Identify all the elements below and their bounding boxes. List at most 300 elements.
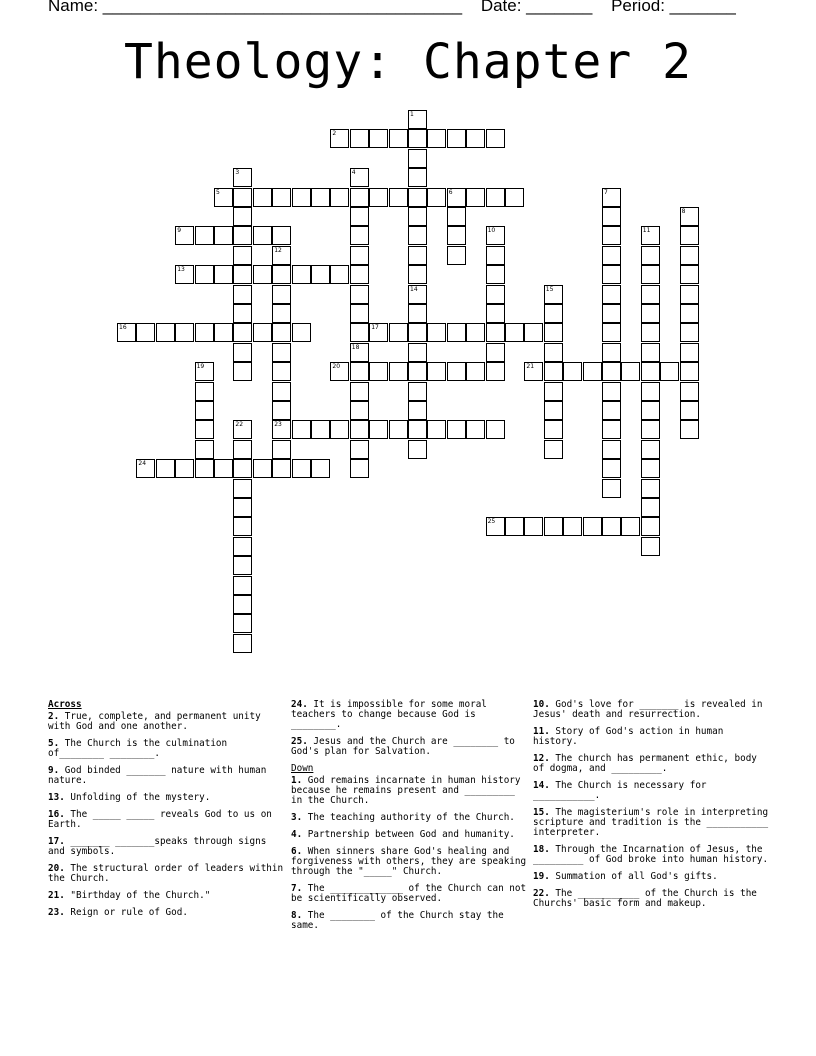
clue-number: 10 — [487, 227, 496, 235]
clue-number: 9 — [177, 227, 182, 235]
crossword-cell[interactable] — [447, 188, 466, 207]
crossword-cell[interactable] — [233, 285, 252, 304]
clue-number: 10. — [533, 699, 556, 710]
crossword-cell[interactable] — [544, 343, 563, 362]
down-clue — [533, 808, 769, 838]
crossword-cell[interactable] — [427, 129, 446, 148]
crossword-cell[interactable] — [253, 226, 272, 245]
crossword-cell[interactable] — [641, 537, 660, 556]
crossword-cell[interactable] — [486, 188, 505, 207]
crossword-cell[interactable] — [408, 168, 427, 187]
crossword-cell[interactable] — [389, 129, 408, 148]
down-clue — [291, 884, 527, 904]
crossword-cell[interactable] — [641, 304, 660, 323]
crossword-cell[interactable] — [680, 246, 699, 265]
clue-number: 4. — [291, 829, 308, 840]
crossword-cell[interactable] — [641, 323, 660, 342]
crossword-cell[interactable] — [350, 362, 369, 381]
crossword-cell[interactable] — [233, 420, 252, 439]
crossword-cell[interactable] — [195, 323, 214, 342]
crossword-cell[interactable] — [544, 382, 563, 401]
crossword-cell[interactable] — [602, 207, 621, 226]
crossword-cell[interactable] — [680, 420, 699, 439]
crossword-cell[interactable] — [602, 517, 621, 536]
clue-text: True, complete, and permanent unity with God and one another. — [48, 711, 261, 732]
crossword-cell[interactable] — [408, 149, 427, 168]
crossword-cell[interactable] — [350, 207, 369, 226]
crossword-cell[interactable] — [350, 343, 369, 362]
crossword-cell[interactable] — [350, 168, 369, 187]
crossword-cell[interactable] — [680, 265, 699, 284]
crossword-cell[interactable] — [408, 382, 427, 401]
clue-number: 21 — [526, 363, 535, 371]
crossword-cell[interactable] — [233, 343, 252, 362]
clue-number: 2 — [332, 130, 337, 138]
crossword-cell[interactable] — [602, 246, 621, 265]
crossword-cell[interactable] — [214, 459, 233, 478]
crossword-cell[interactable] — [272, 246, 291, 265]
crossword-cell[interactable] — [641, 382, 660, 401]
crossword-cell[interactable] — [563, 362, 582, 381]
clues-column-2 — [291, 700, 527, 938]
down-clue — [533, 889, 769, 909]
crossword-cell[interactable] — [680, 226, 699, 245]
crossword-cell[interactable] — [272, 343, 291, 362]
crossword-cell[interactable] — [408, 285, 427, 304]
crossword-cell[interactable] — [233, 323, 252, 342]
crossword-cell[interactable] — [350, 246, 369, 265]
clue-number: 20 — [332, 363, 341, 371]
crossword-cell[interactable] — [233, 265, 252, 284]
crossword-cell[interactable] — [563, 517, 582, 536]
crossword-cell[interactable] — [544, 401, 563, 420]
crossword-cell[interactable] — [195, 440, 214, 459]
crossword-cell[interactable] — [408, 129, 427, 148]
crossword-cell[interactable] — [214, 188, 233, 207]
crossword-cell[interactable] — [486, 285, 505, 304]
down-clue — [533, 727, 769, 747]
crossword-cell[interactable] — [214, 265, 233, 284]
crossword-cell[interactable] — [272, 420, 291, 439]
crossword-cell[interactable] — [272, 382, 291, 401]
period-field[interactable]: Period: _______ — [611, 0, 736, 15]
crossword-cell[interactable] — [389, 188, 408, 207]
crossword-cell[interactable] — [292, 265, 311, 284]
clue-text: When sinners share God's healing and forgiveness with others, they are speaking through the "_____" Church. — [291, 846, 527, 877]
crossword-cell[interactable] — [602, 285, 621, 304]
clue-number: 23. — [48, 907, 71, 918]
crossword-cell[interactable] — [233, 459, 252, 478]
crossword-cell[interactable] — [369, 129, 388, 148]
clue-text: _______ _______speaks through signs and symbols. — [48, 836, 267, 857]
clue-text: The teaching authority of the Church. — [307, 812, 515, 823]
crossword-cell[interactable] — [544, 323, 563, 342]
crossword-cell[interactable] — [350, 420, 369, 439]
crossword-cell[interactable] — [524, 517, 543, 536]
crossword-cell[interactable] — [233, 479, 252, 498]
crossword-cell[interactable] — [524, 323, 543, 342]
down-heading: Down — [291, 763, 314, 774]
crossword-cell[interactable] — [195, 362, 214, 381]
crossword-cell[interactable] — [447, 420, 466, 439]
crossword-cell[interactable] — [233, 304, 252, 323]
crossword-cell[interactable] — [486, 129, 505, 148]
crossword-cell[interactable] — [466, 129, 485, 148]
crossword-cell[interactable] — [427, 188, 446, 207]
crossword-cell[interactable] — [641, 420, 660, 439]
crossword-cell[interactable] — [272, 265, 291, 284]
crossword-cell[interactable] — [292, 459, 311, 478]
crossword-cell[interactable] — [195, 382, 214, 401]
crossword-cell[interactable] — [233, 517, 252, 536]
clue-number: 25. — [291, 736, 314, 747]
clue-number: 22 — [235, 421, 244, 429]
crossword-cell[interactable] — [427, 323, 446, 342]
crossword-cell[interactable] — [408, 362, 427, 381]
crossword-cell[interactable] — [447, 226, 466, 245]
crossword-cell[interactable] — [233, 246, 252, 265]
crossword-cell[interactable] — [136, 459, 155, 478]
crossword-cell[interactable] — [466, 420, 485, 439]
crossword-cell[interactable] — [233, 614, 252, 633]
crossword-cell[interactable] — [602, 401, 621, 420]
crossword-cell[interactable] — [330, 188, 349, 207]
crossword-cell[interactable] — [350, 129, 369, 148]
crossword-cell[interactable] — [272, 401, 291, 420]
crossword-cell[interactable] — [272, 459, 291, 478]
crossword-cell[interactable] — [292, 420, 311, 439]
crossword-cell[interactable] — [408, 226, 427, 245]
crossword-cell[interactable] — [427, 362, 446, 381]
clue-text: Story of God's action in human history. — [533, 726, 724, 747]
crossword-cell[interactable] — [447, 207, 466, 226]
clue-number: 21. — [48, 890, 71, 901]
crossword-cell[interactable] — [233, 362, 252, 381]
clue-text: Partnership between God and humanity. — [307, 829, 515, 840]
crossword-cell[interactable] — [641, 265, 660, 284]
crossword-cell[interactable] — [311, 265, 330, 284]
clue-number: 14 — [410, 285, 418, 293]
crossword-cell[interactable] — [233, 168, 252, 187]
crossword-cell[interactable] — [350, 440, 369, 459]
crossword-cell[interactable] — [330, 362, 349, 381]
crossword-cell[interactable] — [350, 226, 369, 245]
clue-number: 18 — [351, 343, 360, 351]
crossword-cell[interactable] — [641, 459, 660, 478]
crossword-cell[interactable] — [680, 304, 699, 323]
crossword-cell[interactable] — [408, 246, 427, 265]
crossword-cell[interactable] — [447, 362, 466, 381]
crossword-cell[interactable] — [486, 304, 505, 323]
crossword-cell[interactable] — [233, 537, 252, 556]
crossword-cell[interactable] — [602, 440, 621, 459]
clue-number: 23 — [274, 421, 282, 429]
crossword-cell[interactable] — [175, 323, 194, 342]
crossword-cell[interactable] — [233, 498, 252, 517]
clue-text: Reign or rule of God. — [70, 907, 188, 918]
across-clue — [48, 864, 284, 884]
crossword-cell[interactable] — [233, 207, 252, 226]
clue-text: It is impossible for some moral teachers to change because God is ________. — [291, 699, 487, 730]
clue-number: 11 — [642, 227, 651, 235]
clue-text: The structural order of leaders within the Church. — [48, 863, 284, 884]
down-clue — [533, 700, 769, 720]
clue-number: 3 — [235, 169, 240, 177]
crossword-cell[interactable] — [330, 420, 349, 439]
crossword-cell[interactable] — [195, 265, 214, 284]
crossword-cell[interactable] — [350, 401, 369, 420]
crossword-cell[interactable] — [272, 304, 291, 323]
crossword-cell[interactable] — [602, 420, 621, 439]
crossword-cell[interactable] — [175, 226, 194, 245]
crossword-cell[interactable] — [233, 576, 252, 595]
crossword-cell[interactable] — [680, 401, 699, 420]
crossword-cell[interactable] — [136, 323, 155, 342]
across-clue — [48, 766, 284, 786]
clue-text: The magisterium's role in interpreting scripture and tradition is the ___________ interpreter. — [533, 807, 769, 838]
crossword-cell[interactable] — [156, 459, 175, 478]
clue-number: 5 — [216, 188, 220, 196]
crossword-cell[interactable] — [466, 362, 485, 381]
crossword-cell[interactable] — [544, 517, 563, 536]
crossword-cell[interactable] — [544, 285, 563, 304]
crossword-cell[interactable] — [156, 323, 175, 342]
crossword-cell[interactable] — [253, 188, 272, 207]
crossword-cell[interactable] — [253, 323, 272, 342]
down-clue — [533, 872, 769, 882]
crossword-cell[interactable] — [195, 420, 214, 439]
crossword-cell[interactable] — [505, 517, 524, 536]
crossword-cell[interactable] — [272, 323, 291, 342]
crossword-cell[interactable] — [583, 517, 602, 536]
crossword-cell[interactable] — [369, 362, 388, 381]
crossword-cell[interactable] — [641, 498, 660, 517]
across-clue — [48, 739, 284, 759]
crossword-cell[interactable] — [680, 207, 699, 226]
crossword-cell[interactable] — [369, 420, 388, 439]
crossword-cell[interactable] — [311, 459, 330, 478]
crossword-cell[interactable] — [447, 246, 466, 265]
crossword-cell[interactable] — [311, 188, 330, 207]
clue-number: 7 — [604, 188, 608, 196]
crossword-cell[interactable] — [233, 634, 252, 653]
crossword-cell[interactable] — [272, 188, 291, 207]
crossword-cell[interactable] — [544, 420, 563, 439]
crossword-cell[interactable] — [660, 362, 679, 381]
clue-number: 4 — [351, 169, 356, 177]
crossword-cell[interactable] — [486, 517, 505, 536]
crossword-cell[interactable] — [466, 188, 485, 207]
crossword-cell[interactable] — [175, 459, 194, 478]
crossword-cell[interactable] — [602, 479, 621, 498]
crossword-cell[interactable] — [447, 323, 466, 342]
crossword-cell[interactable] — [408, 323, 427, 342]
crossword-cell[interactable] — [680, 382, 699, 401]
crossword-cell[interactable] — [389, 420, 408, 439]
crossword-cell[interactable] — [427, 420, 446, 439]
crossword-cell[interactable] — [505, 323, 524, 342]
clue-number: 24. — [291, 699, 314, 710]
crossword-cell[interactable] — [641, 517, 660, 536]
clue-text: The ___________ of the Church is the Churchs' basic form and makeup. — [533, 888, 757, 909]
crossword-cell[interactable] — [408, 440, 427, 459]
crossword-cell[interactable] — [641, 226, 660, 245]
clue-number: 13 — [177, 266, 185, 274]
down-clue — [533, 845, 769, 865]
clue-number: 19 — [196, 363, 205, 371]
crossword-cell[interactable] — [350, 285, 369, 304]
crossword-cell[interactable] — [292, 323, 311, 342]
crossword-cell[interactable] — [253, 459, 272, 478]
clue-text: Jesus and the Church are ________ to God's plan for Salvation. — [291, 736, 515, 757]
crossword-cell[interactable] — [233, 188, 252, 207]
crossword-cell[interactable] — [330, 129, 349, 148]
crossword-cell[interactable] — [524, 362, 543, 381]
crossword-cell[interactable] — [486, 420, 505, 439]
crossword-cell[interactable] — [389, 323, 408, 342]
crossword-cell[interactable] — [544, 440, 563, 459]
crossword-cell[interactable] — [369, 188, 388, 207]
crossword-cell[interactable] — [195, 401, 214, 420]
crossword-cell[interactable] — [544, 362, 563, 381]
crossword-cell[interactable] — [350, 304, 369, 323]
crossword-cell[interactable] — [641, 401, 660, 420]
crossword-cell[interactable] — [641, 246, 660, 265]
crossword-cell[interactable] — [486, 323, 505, 342]
date-field[interactable]: Date: _______ — [480, 0, 593, 15]
crossword-cell[interactable] — [408, 207, 427, 226]
crossword-cell[interactable] — [641, 285, 660, 304]
crossword-cell[interactable] — [253, 265, 272, 284]
crossword-cell[interactable] — [486, 246, 505, 265]
crossword-cell[interactable] — [233, 595, 252, 614]
crossword-cell[interactable] — [408, 401, 427, 420]
clue-number: 25 — [487, 518, 496, 526]
crossword-cell[interactable] — [408, 343, 427, 362]
clue-number: 18. — [533, 844, 556, 855]
crossword-cell[interactable] — [350, 188, 369, 207]
clue-text: The church has permanent ethic, body of dogma, and _________. — [533, 753, 757, 774]
crossword-cell[interactable] — [408, 420, 427, 439]
crossword-cell[interactable] — [233, 226, 252, 245]
clue-number: 15 — [545, 285, 554, 293]
crossword-cell[interactable] — [602, 382, 621, 401]
crossword-cell[interactable] — [602, 265, 621, 284]
crossword-cell[interactable] — [272, 440, 291, 459]
clue-number: 5. — [48, 738, 65, 749]
clue-number: 12. — [533, 753, 556, 764]
crossword-cell[interactable] — [641, 343, 660, 362]
clue-number: 15. — [533, 807, 556, 818]
clue-text: The _____ _____ reveals God to us on Earth. — [48, 809, 272, 830]
crossword-cell[interactable] — [680, 323, 699, 342]
crossword-cell[interactable] — [641, 479, 660, 498]
across-clue — [48, 793, 284, 803]
crossword-cell[interactable] — [195, 226, 214, 245]
crossword-cell[interactable] — [311, 420, 330, 439]
crossword-cell[interactable] — [175, 265, 194, 284]
clue-number: 8 — [681, 208, 686, 215]
crossword-cell[interactable] — [602, 323, 621, 342]
crossword-cell[interactable] — [408, 265, 427, 284]
crossword-cell[interactable] — [680, 343, 699, 362]
clue-text: The ________ of the Church stay the same. — [291, 910, 504, 931]
name-field[interactable]: Name: ______________________________________ — [48, 0, 463, 15]
crossword-cell[interactable] — [486, 343, 505, 362]
crossword-cell[interactable] — [602, 343, 621, 362]
crossword-cell[interactable] — [408, 304, 427, 323]
crossword-cell[interactable] — [272, 285, 291, 304]
crossword-cell[interactable] — [602, 226, 621, 245]
clue-text: The _____________ of the Church can not be scientifically observed. — [291, 883, 527, 904]
down-clue — [291, 847, 527, 877]
crossword-cell[interactable] — [233, 440, 252, 459]
crossword-cell[interactable] — [233, 556, 252, 575]
down-clue — [533, 754, 769, 774]
crossword-cell[interactable] — [272, 362, 291, 381]
crossword-cell[interactable] — [602, 362, 621, 381]
crossword-cell[interactable] — [486, 265, 505, 284]
crossword-cell[interactable] — [466, 323, 485, 342]
clue-number: 7. — [291, 883, 308, 894]
crossword-cell[interactable] — [350, 382, 369, 401]
clue-number: 19. — [533, 871, 556, 882]
across-heading: Across — [48, 699, 82, 710]
crossword-cell[interactable] — [408, 110, 427, 129]
down-clues-column-3 — [533, 700, 769, 916]
crossword-cell[interactable] — [602, 304, 621, 323]
crossword-cell[interactable] — [621, 362, 640, 381]
crossword-cell[interactable] — [602, 188, 621, 207]
crossword-cell[interactable] — [447, 129, 466, 148]
crossword-cell[interactable] — [195, 459, 214, 478]
crossword-cell[interactable] — [602, 459, 621, 478]
crossword-cell[interactable] — [486, 362, 505, 381]
clue-number: 12 — [274, 246, 282, 254]
crossword-cell[interactable] — [292, 188, 311, 207]
crossword-cell[interactable] — [680, 362, 699, 381]
clue-number: 3. — [291, 812, 308, 823]
crossword-cell[interactable] — [350, 459, 369, 478]
crossword-cell[interactable] — [214, 226, 233, 245]
crossword-cell[interactable] — [486, 226, 505, 245]
crossword-cell[interactable] — [408, 188, 427, 207]
crossword-cell[interactable] — [272, 226, 291, 245]
crossword-cell[interactable] — [350, 323, 369, 342]
crossword-cell[interactable] — [641, 362, 660, 381]
clue-number: 11. — [533, 726, 556, 737]
clue-number: 17. — [48, 836, 71, 847]
across-clue — [48, 810, 284, 830]
clue-number: 20. — [48, 863, 71, 874]
down-clue — [291, 911, 527, 931]
down-clue — [291, 830, 527, 840]
crossword-cell[interactable] — [505, 188, 524, 207]
crossword-cell[interactable] — [583, 362, 602, 381]
down-clue — [291, 776, 527, 806]
crossword-cell[interactable] — [330, 265, 349, 284]
crossword-cell[interactable] — [389, 362, 408, 381]
crossword-cell[interactable] — [350, 265, 369, 284]
clue-text: God binded _______ nature with human nature. — [48, 765, 267, 786]
crossword-cell[interactable] — [214, 323, 233, 342]
crossword-cell[interactable] — [641, 440, 660, 459]
crossword-cell[interactable] — [621, 517, 640, 536]
crossword-cell[interactable] — [544, 304, 563, 323]
crossword-cell[interactable] — [369, 323, 388, 342]
crossword-cell[interactable] — [680, 285, 699, 304]
crossword-cell[interactable] — [117, 323, 136, 342]
